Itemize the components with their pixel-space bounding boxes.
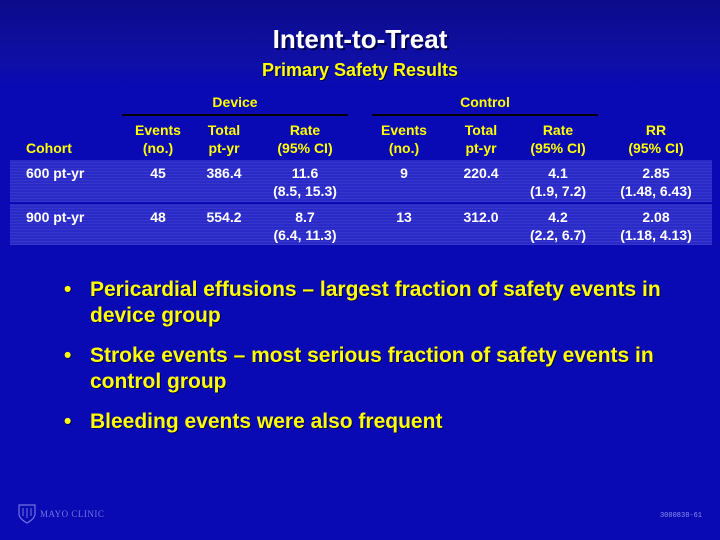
header-device-rate: Rate (95% CI) <box>277 122 333 156</box>
cell-control-events: 13 <box>396 209 412 225</box>
cell-device-total: 386.4 <box>206 165 242 181</box>
cell-control-rate: 4.1 (1.9, 7.2) <box>529 165 587 199</box>
cell-device-events: 45 <box>150 165 166 181</box>
bullet-list <box>62 277 662 449</box>
bullet-item <box>62 343 662 395</box>
header-rr: RR (95% CI) <box>628 122 684 156</box>
cell-device-rate: 11.6 (8.5, 15.3) <box>273 165 337 199</box>
bullet-item <box>62 277 662 329</box>
header-cohort: Cohort <box>26 140 72 156</box>
slide-title: Intent-to-Treat <box>272 24 448 54</box>
group-divider-control <box>372 114 598 116</box>
bullet-dot-icon: • <box>64 410 72 433</box>
mayo-shield-icon <box>18 504 36 524</box>
header-device-events: Events (no.) <box>135 122 181 156</box>
header-control-rate: Rate (95% CI) <box>530 122 586 156</box>
group-header-device: Device <box>212 94 258 110</box>
bullet-text: Bleeding events were also frequent <box>90 410 443 433</box>
cell-control-events: 9 <box>400 165 408 181</box>
cell-rr: 2.08 (1.18, 4.13) <box>620 209 692 243</box>
logo-text: MAYO CLINIC <box>40 509 105 519</box>
cell-device-events: 48 <box>150 209 166 225</box>
slide-code: 3000838-61 <box>659 512 702 520</box>
header-device-total: Total pt-yr <box>207 122 241 156</box>
cell-control-rate: 4.2 (2.2, 6.7) <box>529 209 587 243</box>
bullet-text: Stroke events – most serious fraction of safety events in control group <box>90 344 654 393</box>
bullet-item <box>62 409 662 435</box>
mayo-clinic-logo <box>18 504 104 524</box>
cell-cohort: 900 pt-yr <box>26 209 85 225</box>
bullet-text: Pericardial effusions – largest fraction of safety events in device group <box>90 278 661 327</box>
cell-rr: 2.85 (1.48, 6.43) <box>620 165 692 199</box>
group-divider-device <box>122 114 348 116</box>
slide-subtitle: Primary Safety Results <box>261 60 459 80</box>
bullet-dot-icon: • <box>64 344 72 367</box>
header-control-events: Events (no.) <box>381 122 427 156</box>
cell-cohort: 600 pt-yr <box>26 165 85 181</box>
bullet-dot-icon: • <box>64 278 72 301</box>
group-header-control: Control <box>460 94 510 110</box>
cell-control-total: 220.4 <box>463 165 499 181</box>
cell-device-rate: 8.7 (6.4, 11.3) <box>273 209 337 243</box>
cell-device-total: 554.2 <box>206 209 242 225</box>
header-control-total: Total pt-yr <box>464 122 498 156</box>
cell-control-total: 312.0 <box>463 209 499 225</box>
